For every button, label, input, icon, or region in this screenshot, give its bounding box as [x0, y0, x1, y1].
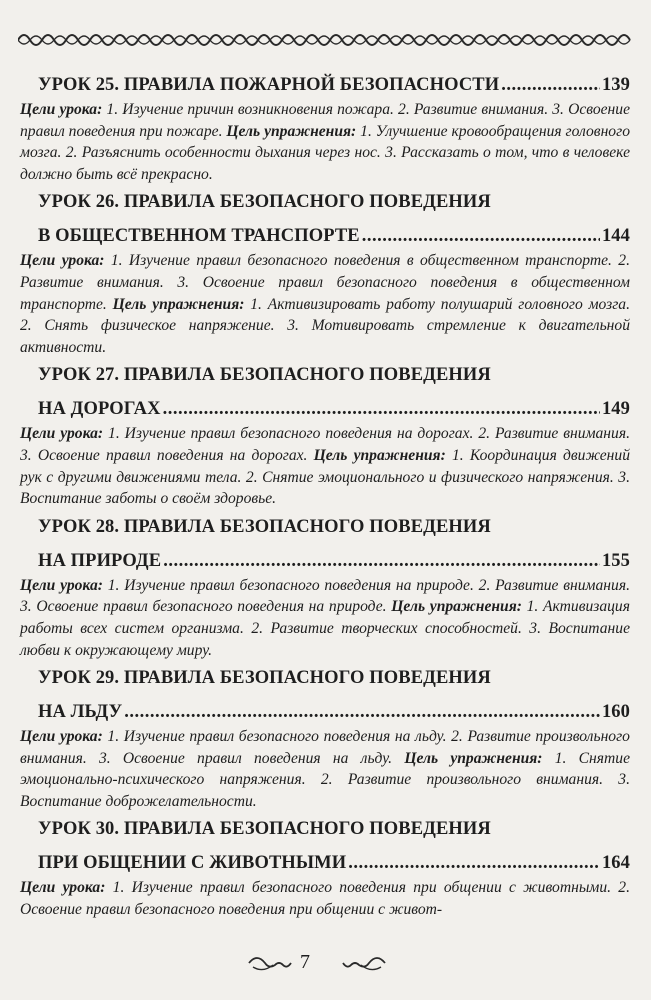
- goals-text: 1. Изучение правил безопасного поведения на дорогах. 2. Развитие внимания. 3. Освоение правил поведения на дорогах.: [20, 425, 630, 464]
- footer-ornament-left-icon: [247, 953, 293, 973]
- exercise-text: 1. Улучшение кровообращения головного мозга. 2. Разъяснить особенности дыхания через нос. 3. Рассказать о том, что в человеке должно быть всё прекрасно.: [20, 122, 630, 183]
- toc-entry[interactable]: [20, 362, 630, 509]
- toc-entry[interactable]: [20, 514, 630, 661]
- lesson-page-number[interactable]: 160: [601, 702, 630, 723]
- lesson-description: [20, 423, 630, 509]
- lesson-title-line: НА ПРИРОДЕ: [38, 550, 162, 571]
- leader-dots: [348, 850, 600, 877]
- lesson-description: [20, 575, 630, 661]
- leader-dots: [163, 548, 600, 575]
- table-of-contents: [20, 72, 630, 925]
- goals-text: 1. Изучение причин возникновения пожара. 2. Развитие внимания. 3. Освоение правил поведения при пожаре.: [20, 101, 630, 140]
- lesson-description: [20, 877, 630, 920]
- leader-dots: [362, 223, 600, 250]
- page-number: 7: [300, 951, 310, 973]
- exercise-label: Цель упражнения:: [313, 446, 446, 464]
- lesson-title-line: НА ДОРОГАХ: [38, 399, 161, 420]
- goals-label: Цели урока:: [20, 252, 105, 270]
- lesson-description: [20, 250, 630, 358]
- lesson-title-line: В ОБЩЕСТВЕННОМ ТРАНСПОРТЕ: [38, 226, 360, 247]
- lesson-title-line: УРОК 27. ПРАВИЛА БЕЗОПАСНОГО ПОВЕДЕНИЯ: [38, 365, 491, 386]
- lesson-title-line: ПРИ ОБЩЕНИИ С ЖИВОТНЫМИ: [38, 853, 347, 874]
- lesson-title-line: УРОК 30. ПРАВИЛА БЕЗОПАСНОГО ПОВЕДЕНИЯ: [38, 819, 491, 840]
- lesson-title: [20, 665, 630, 726]
- exercise-label: Цель упражнения:: [112, 295, 245, 313]
- goals-text: 1. Изучение правил безопасного поведения при общении с животными. 2. Освоение правил безопасного поведения при общении с живот-: [20, 879, 630, 919]
- leader-dots: [163, 396, 600, 423]
- goals-label: Цели урока:: [20, 101, 103, 118]
- goals-label: Цели урока:: [20, 576, 103, 594]
- lesson-title-line: УРОК 26. ПРАВИЛА БЕЗОПАСНОГО ПОВЕДЕНИЯ: [38, 192, 491, 213]
- goals-label: Цели урока:: [20, 879, 106, 897]
- exercise-label: Цель упражнения:: [226, 122, 357, 140]
- footer-ornament-right-icon: [341, 953, 387, 973]
- exercise-label: Цель упражнения:: [404, 749, 543, 767]
- exercise-text: 1. Активизация работы всех систем организма. 2. Развитие творческих способностей. 3. Воспитание любви к окружающему миру.: [20, 598, 630, 659]
- lesson-page-number[interactable]: 144: [601, 226, 630, 247]
- goals-text: 1. Изучение правил безопасного поведения на льду. 2. Развитие произвольного внимания. 3. Освоение правил поведения на льду.: [20, 728, 630, 767]
- lesson-title: [20, 362, 630, 423]
- exercise-text: 1. Снятие эмоционально-психического напряжения. 2. Развитие произвольного внимания. 3. Воспитание доброжелательности.: [20, 749, 631, 810]
- exercise-text: 1. Координация движений рук с другими движениями тела. 2. Снятие эмоционального и физического напряжения. 3. Воспитание заботы о своём здоровье.: [20, 446, 631, 508]
- goals-label: Цели урока:: [20, 728, 103, 746]
- lesson-title-line: УРОК 25. ПРАВИЛА ПОЖАРНОЙ БЕЗОПАСНОСТИ: [38, 75, 500, 95]
- lesson-title: [20, 514, 630, 575]
- leader-dots: [501, 72, 600, 99]
- goals-text: 1. Изучение правил безопасного поведения на природе. 2. Развитие внимания. 3. Освоение правил безопасного поведения на природе.: [20, 576, 630, 616]
- lesson-description: [20, 726, 630, 812]
- toc-entry[interactable]: [20, 665, 630, 812]
- lesson-title-line: УРОК 28. ПРАВИЛА БЕЗОПАСНОГО ПОВЕДЕНИЯ: [38, 516, 491, 537]
- lesson-title: [20, 816, 630, 877]
- lesson-page-number[interactable]: 149: [601, 399, 630, 420]
- exercise-label: Цель упражнения:: [391, 598, 522, 616]
- lesson-title: [20, 72, 630, 99]
- lesson-title-line: НА ЛЬДУ: [38, 702, 123, 723]
- toc-entry[interactable]: [20, 816, 630, 920]
- lesson-title-line: УРОК 29. ПРАВИЛА БЕЗОПАСНОГО ПОВЕДЕНИЯ: [38, 668, 491, 689]
- goals-text: 1. Изучение правил безопасного поведения в общественном транспорте. 2. Развитие внимания. 3. Освоение правил безопасного поведения в общественном транспорте.: [20, 252, 630, 313]
- lesson-page-number[interactable]: 139: [601, 75, 630, 95]
- top-ornament-border: [18, 28, 631, 52]
- leader-dots: [124, 699, 600, 726]
- toc-entry[interactable]: [20, 72, 630, 185]
- goals-label: Цели урока:: [20, 425, 104, 443]
- lesson-description: [20, 99, 630, 185]
- lesson-page-number[interactable]: 155: [601, 550, 630, 571]
- exercise-text: 1. Активизировать работу полушарий головного мозга. 2. Снять физическое напряжение. 3. Мотивировать стремление к двигательной активности.: [20, 295, 631, 356]
- toc-entry[interactable]: [20, 189, 630, 358]
- lesson-title: [20, 189, 630, 250]
- lesson-page-number[interactable]: 164: [601, 853, 630, 874]
